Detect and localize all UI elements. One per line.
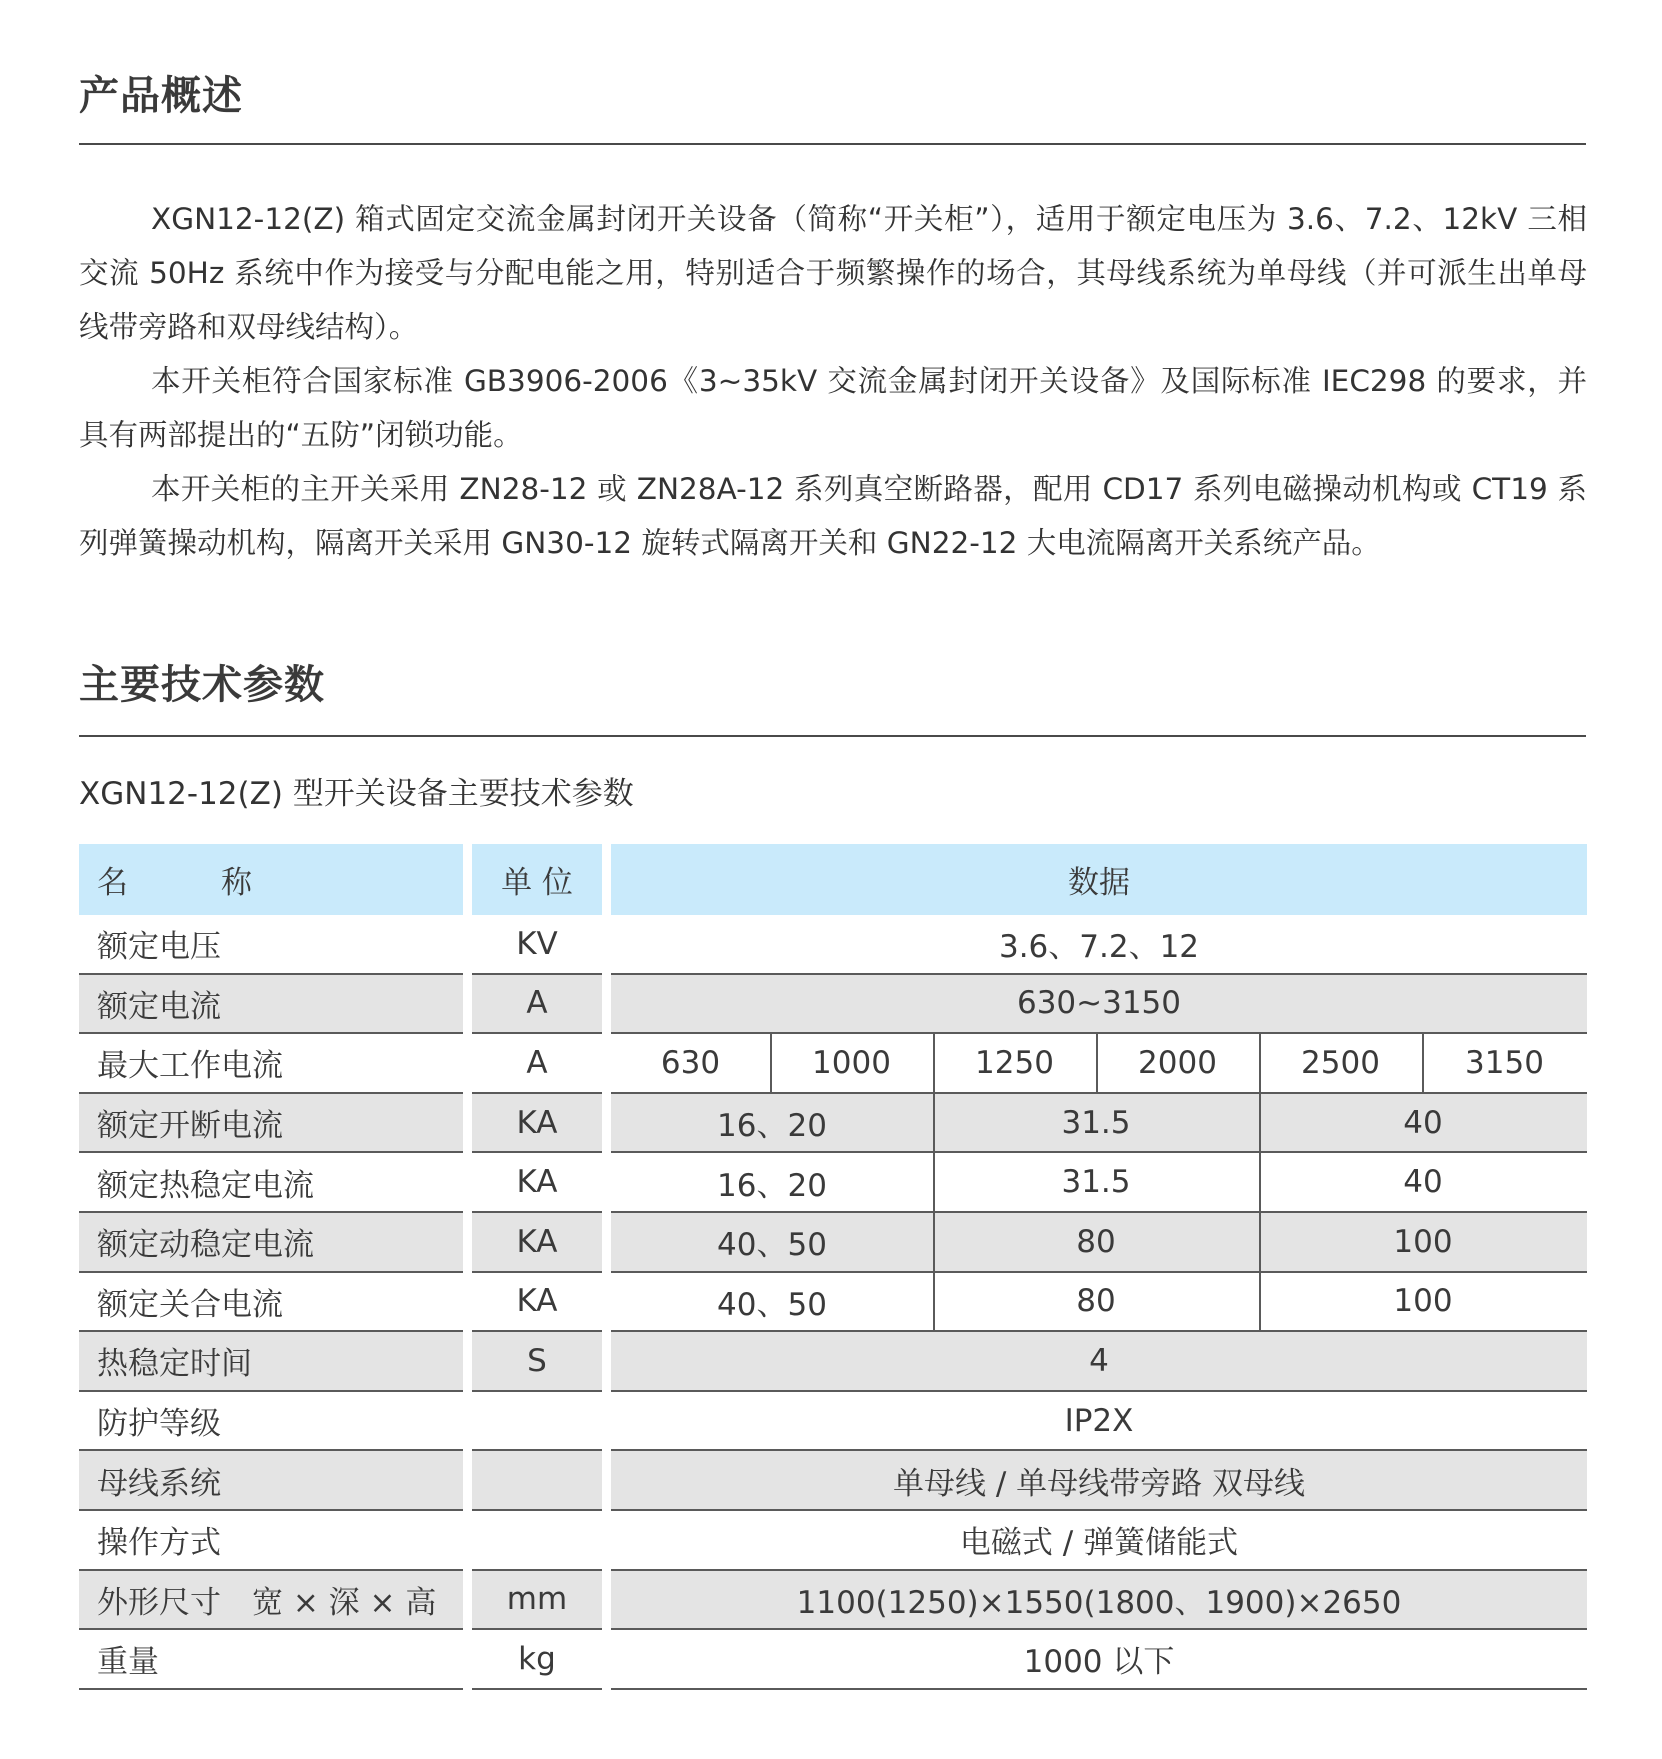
row-name: 母线系统 [79, 1451, 463, 1509]
header-unit: 单 位 [472, 844, 602, 915]
row-name: 额定电压 [97, 929, 221, 966]
data-cell: 80 [1076, 1283, 1116, 1320]
column-divider [1259, 1273, 1261, 1331]
row-name: 最大工作电流 [97, 1048, 283, 1085]
row-unit: KV [516, 925, 558, 962]
row-name: 额定动稳定电流 [79, 1213, 463, 1271]
column-gap [463, 844, 472, 1690]
params-title: 主要技术参数 [79, 662, 325, 708]
column-divider [933, 1034, 935, 1092]
data-cell: 3.6、7.2、12 [998, 929, 1200, 966]
row-name: 防护等级 [97, 1406, 221, 1443]
row-unit: S [472, 1332, 602, 1390]
row-name: 外形尺寸 宽 × 深 × 高 [79, 1571, 463, 1629]
column-divider [1096, 1034, 1098, 1092]
row-name: 额定热稳定电流 [97, 1167, 314, 1204]
column-divider [1259, 1153, 1261, 1211]
column-divider [1259, 1094, 1261, 1152]
data-cell: 40 [1403, 1164, 1443, 1201]
column-divider [1259, 1213, 1261, 1271]
data-cell: 3150 [1465, 1044, 1544, 1081]
data-cell: 1100(1250)×1550(1800、1900)×2650 [611, 1571, 1587, 1629]
column-divider [1259, 1034, 1261, 1092]
data-cell: 31.5 [1061, 1164, 1131, 1201]
data-cell: 100 [1259, 1213, 1587, 1271]
data-cell: 单母线 / 单母线带旁路 双母线 [611, 1451, 1587, 1509]
row-unit [472, 1451, 602, 1509]
data-cell: 16、20 [717, 1167, 827, 1204]
data-cell: 40 [1259, 1094, 1587, 1152]
column-divider [933, 1273, 935, 1331]
column-divider [933, 1153, 935, 1211]
row-unit: A [472, 975, 602, 1033]
data-cell: IP2X [1064, 1402, 1134, 1439]
row-unit [472, 1392, 602, 1450]
overview-title: 产品概述 [79, 73, 243, 119]
row-divider [79, 1688, 1587, 1690]
row-unit: kg [518, 1640, 556, 1677]
data-cell: 40、50 [717, 1286, 827, 1323]
data-cell: 630 [660, 1044, 721, 1081]
row-unit: KA [472, 1213, 602, 1271]
data-cell: 16、20 [611, 1094, 933, 1152]
row-name: 额定开断电流 [79, 1094, 463, 1152]
row-name: 热稳定时间 [79, 1332, 463, 1390]
data-cell: 80 [933, 1213, 1259, 1271]
row-name: 额定电流 [79, 975, 463, 1033]
column-divider [933, 1213, 935, 1271]
row-unit: A [526, 1044, 548, 1081]
row-unit: KA [472, 1094, 602, 1152]
overview-paragraph-2: 本开关柜符合国家标准 GB3906-2006《3~35kV 交流金属封闭开关设备》及国际标准 IEC298 的要求，并具有两部提出的“五防”闭锁功能。 [79, 364, 1587, 452]
data-cell: 100 [1393, 1283, 1453, 1320]
row-unit [472, 1511, 602, 1569]
column-divider [1422, 1034, 1424, 1092]
row-name: 额定关合电流 [97, 1286, 283, 1323]
row-unit: KA [516, 1164, 558, 1201]
table-caption: XGN12-12(Z) 型开关设备主要技术参数 [79, 776, 634, 812]
header-name: 名 称 [79, 844, 463, 915]
overview-paragraph-1: XGN12-12(Z) 箱式固定交流金属封闭开关设备（简称“开关柜”），适用于额定电压为 3.6、7.2、12kV 三相交流 50Hz 系统中作为接受与分配电能之用，特别适合于频繁操作的场合，其母线系统为单母线（并可派生出单母线带旁路和双母线结构）。 [79, 202, 1587, 344]
data-cell: 630~3150 [611, 975, 1587, 1033]
column-divider [933, 1094, 935, 1152]
row-name: 操作方式 [97, 1525, 221, 1562]
row-unit: mm [472, 1571, 602, 1629]
row-name: 重量 [97, 1644, 159, 1681]
overview-paragraph-3: 本开关柜的主开关采用 ZN28-12 或 ZN28A-12 系列真空断路器，配用 CD17 系列电磁操动机构或 CT19 系列弹簧操动机构，隔离开关采用 GN30-12 旋转式隔离开关和 GN22-12 大电流隔离开关系统产品。 [79, 472, 1587, 560]
data-cell: 1000 以下 [1023, 1644, 1175, 1681]
data-cell: 2000 [1138, 1044, 1217, 1081]
data-cell: 40、50 [611, 1213, 933, 1271]
column-divider [770, 1034, 772, 1092]
data-cell: 4 [611, 1332, 1587, 1390]
data-cell: 1250 [975, 1044, 1054, 1081]
column-gap [602, 844, 611, 1690]
row-unit: KA [516, 1283, 558, 1320]
data-cell: 电磁式 / 弹簧储能式 [959, 1525, 1239, 1562]
data-cell: 2500 [1301, 1044, 1380, 1081]
header-data: 数据 [611, 844, 1587, 915]
data-cell: 1000 [812, 1044, 891, 1081]
data-cell: 31.5 [933, 1094, 1259, 1152]
